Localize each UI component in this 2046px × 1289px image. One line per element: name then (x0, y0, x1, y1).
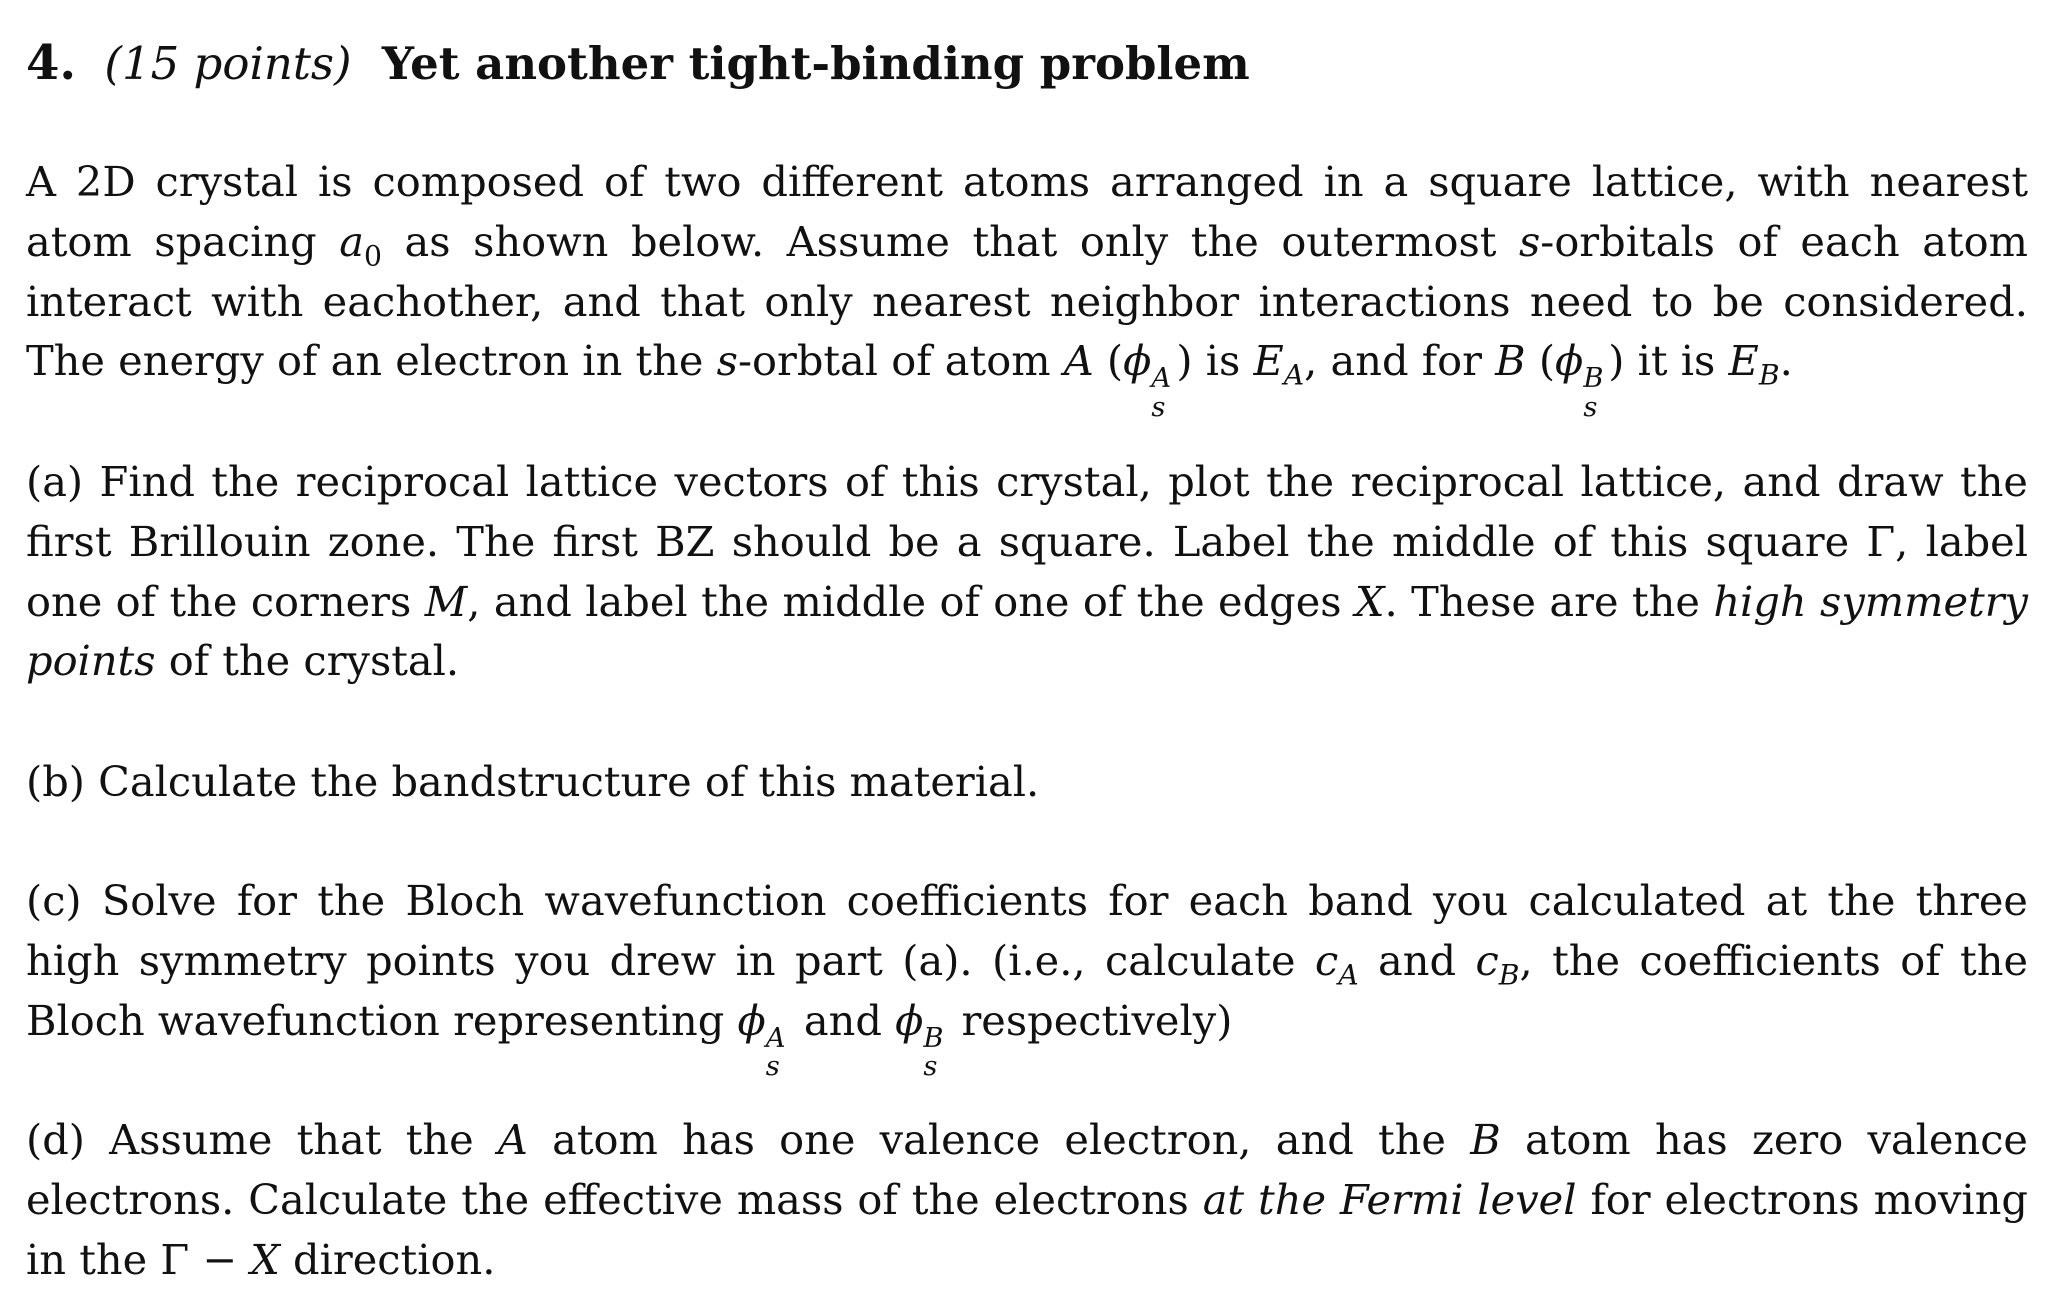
part-c-text: respectively) (948, 995, 1233, 1045)
phi-a-subscript: s (1151, 392, 1166, 424)
fermi-level-emphasis: at the Fermi level (1202, 1174, 1577, 1224)
phi-b-subscript: s (1583, 392, 1598, 424)
atom-b-symbol: B (1495, 336, 1526, 386)
part-c-text: , the coefficients of the Bloch wavefunction representing (26, 935, 2029, 1045)
part-c-paragraph (26, 871, 2029, 1083)
problem-points: (15 points) (104, 37, 352, 90)
problem-heading (26, 28, 1250, 99)
intro-text: as shown below. Assume that only the outermost (382, 216, 1519, 266)
intro-text: ) it is (1608, 336, 1729, 386)
phi-b-superscript: B (923, 1022, 944, 1054)
part-c-text: (c) Solve for the Bloch wavefunction coefficients for each band you calculated at the three high symmetry points you drew in part (a). (i.e., calculate (26, 876, 2028, 985)
phi-a-symbol: ϕ (1123, 336, 1152, 386)
part-d-text: for electrons moving in the Γ − (26, 1174, 2028, 1284)
cb-symbol: c (1475, 935, 1499, 985)
part-d-text: atom has zero valence electrons. Calculate the effective mass of the electrons (26, 1115, 2028, 1224)
s-symbol: s (1518, 216, 1541, 266)
phi-a-subscript: s (765, 1051, 780, 1083)
part-a-text: of the crystal. (155, 636, 460, 686)
part-d-text: atom has one valence electron, and the (527, 1115, 1471, 1164)
phi-b-symbol: ϕ (895, 995, 924, 1045)
ca-symbol: c (1314, 935, 1339, 985)
phi-a-superscript: A (765, 1022, 786, 1054)
part-a-text: . These are the (1384, 576, 1714, 626)
intro-text: A 2D crystal is composed of two different atoms arranged in a square lattice, with nearest atom spacing (26, 157, 2028, 266)
phi-b-symbol: ϕ (1555, 336, 1584, 386)
x-point-symbol: X (250, 1234, 280, 1284)
phi-a-symbol: ϕ (737, 995, 766, 1045)
part-d-text: direction. (279, 1234, 496, 1284)
part-d-paragraph (26, 1110, 2028, 1289)
intro-paragraph (26, 152, 2029, 424)
intro-text: . (1779, 336, 1793, 386)
atom-b-symbol: B (1470, 1115, 1501, 1164)
part-a-text: (a) Find the reciprocal lattice vectors of this crystal, plot the reciprocal lattice, and draw the first Brillouin zone. The first BZ should be a square. Label the middle of this square Γ, label one of the corners (26, 457, 2028, 626)
energy-a-subscript: A (1283, 358, 1305, 392)
intro-text: -orbtal of atom (737, 336, 1064, 386)
energy-a-symbol: E (1253, 336, 1284, 386)
intro-text: -orbitals of each atom interact with eachother, and that only nearest neighbor interactions need to be considered. The energy of an electron in the (26, 216, 2029, 386)
phi-b-subscript: s (923, 1051, 938, 1083)
intro-text: ( (1525, 336, 1556, 386)
atom-a-symbol: A (497, 1115, 528, 1164)
part-b-text: (b) Calculate the bandstructure of this material. (26, 757, 1040, 806)
energy-b-subscript: B (1758, 358, 1780, 392)
part-d-text: (d) Assume that the (26, 1115, 498, 1164)
part-a-paragraph (26, 452, 2028, 691)
part-c-text: and (1358, 935, 1476, 985)
part-a-text: , and label the middle of one of the edges (467, 576, 1355, 626)
problem-number: 4. (26, 35, 77, 91)
high-symmetry-emphasis: high symmetry points (26, 576, 2028, 686)
phi-a-superscript: A (1151, 363, 1172, 395)
phi-b-superscript: B (1583, 363, 1604, 395)
problem-title: Yet another tight-binding problem (381, 37, 1250, 90)
s-symbol: s (716, 336, 738, 386)
ca-subscript: A (1338, 958, 1359, 992)
part-b-paragraph (26, 752, 2028, 812)
x-point-symbol: X (1355, 576, 1385, 626)
m-point-symbol: M (424, 576, 468, 626)
a0-subscript: 0 (364, 239, 382, 273)
intro-text: ( (1093, 336, 1124, 386)
atom-a-symbol: A (1063, 336, 1094, 386)
energy-b-symbol: E (1728, 336, 1759, 386)
part-c-text: and (790, 995, 896, 1045)
cb-subscript: B (1498, 958, 1520, 992)
intro-text: , and for (1304, 336, 1496, 386)
a0-symbol: a (339, 216, 365, 266)
intro-text: ) is (1176, 336, 1254, 386)
